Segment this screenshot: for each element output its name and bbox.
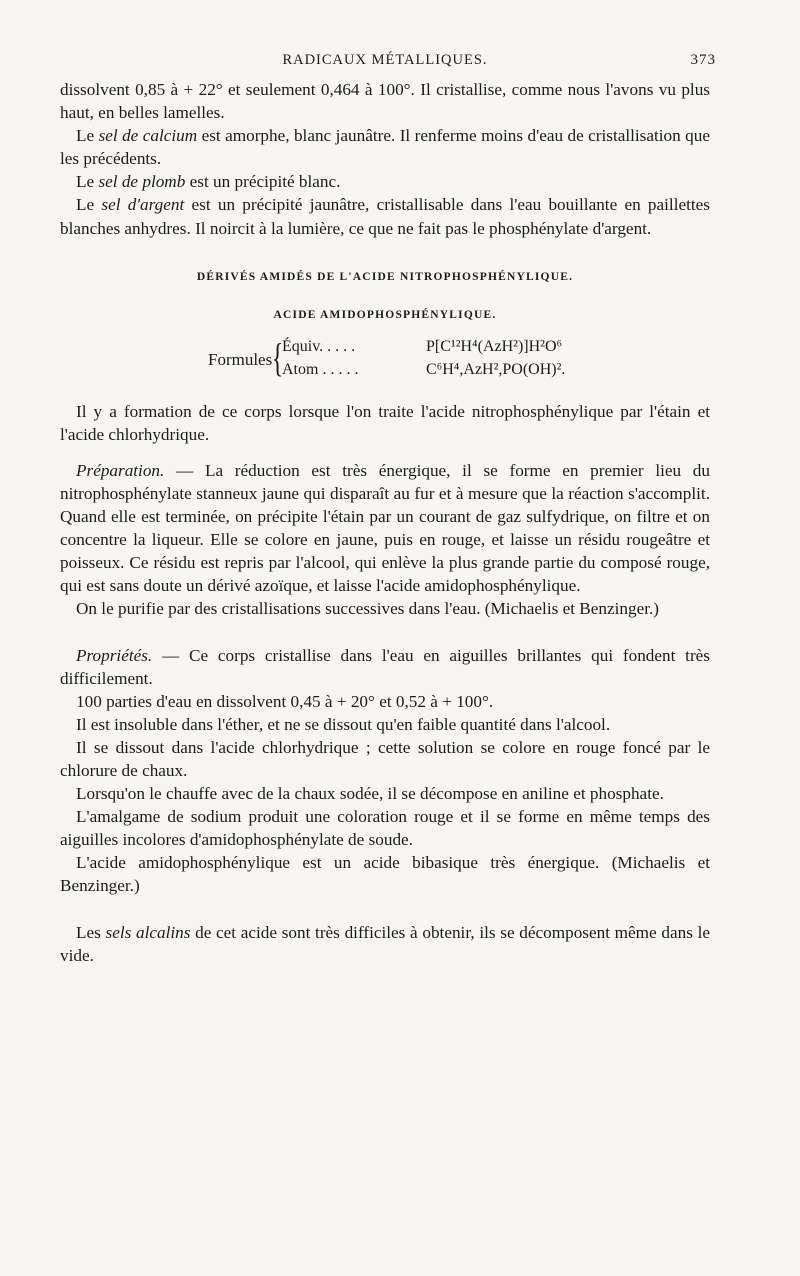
curly-brace-icon: { — [271, 334, 284, 380]
formula-label: Formules — [208, 349, 273, 369]
formula-value: C⁶H⁴,AzH²,PO(OH)². — [426, 360, 566, 378]
paragraph-preparation — [60, 459, 710, 598]
emphasis-proprietes: Propriétés. — [76, 645, 153, 665]
paragraph-purification: On le purifie par des cristallisations successives dans l'eau. (Michaelis et Benzinger.) — [76, 599, 659, 619]
text-run: Les — [76, 922, 106, 942]
paragraph-formation: Il y a formation de ce corps lorsque l'on traite l'acide nitrophosphénylique par l'étain et l'acide chlorhydrique. — [60, 401, 710, 444]
text-run: est amorphe, blanc jaunâtre. Il renferme moins d'eau de cristallisation que les précédents. — [60, 126, 710, 169]
formula-value: P[C¹²H⁴(AzH²)]H²O⁶ — [426, 337, 563, 355]
formula-block — [60, 336, 710, 386]
paragraph-bibasique: L'acide amidophosphénylique est un acide bibasique très énergique. (Michaelis et Benzinger.) — [60, 853, 710, 896]
text-run: est un précipité jaunâtre, cristallisable dans l'eau bouillante en paillettes blanches anhydres. Il noircit à la lumière, ce que ne fait pas le phosphénylate d'argent. — [60, 195, 710, 238]
emphasis-sel-argent: sel d'argent — [101, 195, 185, 215]
page-header — [60, 52, 716, 78]
formula-key: Atom . . . . . — [282, 360, 359, 378]
document-page — [60, 52, 716, 967]
emphasis-sels-alcalins: sels alcalins — [105, 922, 191, 942]
formula-key: Équiv. . . . . — [282, 337, 356, 355]
paragraph-sel-argent — [60, 193, 710, 239]
paragraph-sel-plomb — [60, 170, 710, 193]
text-run: — Ce corps cristallise dans l'eau en aiguilles brillantes qui fondent très difficilement. — [60, 645, 710, 688]
paragraph-proprietes — [60, 644, 710, 690]
text-run: de cet acide sont très difficiles à obtenir, ils se décomposent même dans le vide. — [60, 922, 710, 965]
emphasis-preparation: Préparation. — [76, 460, 165, 480]
formula-row-atom — [282, 361, 565, 383]
section-heading: DÉRIVÉS AMIDÉS DE L'ACIDE NITROPHOSPHÉNYLIQUE. — [196, 270, 574, 283]
emphasis-sel-calcium: sel de calcium — [98, 126, 198, 146]
text-run: — La réduction est très énergique, il se forme en premier lieu du nitrophosphénylate stanneux jaune qui disparaît au fur et à mesure que la réaction s'accomplit. Quand elle est terminée, on précipite l'étain par un courant de gaz sulfydrique, on filtre et on concentre la liqueur. Elle se colore en jaune, puis en rouge, et laisse un résidu rougeâtre et poisseux. Ce résidu est repris par l'alcool, qui enlève la plus grande partie du composé rouge, qui est sans doute un dérivé azoïque, et laisse l'acide amidophosphénylique. — [60, 460, 710, 596]
paragraph-chaux-sodee: Lorsqu'on le chauffe avec de la chaux sodée, il se décompose en aniline et phosphate. — [76, 784, 664, 804]
paragraph-amalgame: L'amalgame de sodium produit une coloration rouge et il se forme en même temps des aiguilles incolores d'amidophosphénylate de soude. — [60, 807, 710, 850]
paragraph-solubility: 100 parties d'eau en dissolvent 0,45 à + 20° et 0,52 à + 100°. — [76, 691, 494, 711]
running-title: RADICAUX MÉTALLIQUES. — [282, 52, 488, 68]
paragraph-sel-calcium — [60, 124, 710, 170]
formula-row-equiv — [282, 338, 562, 360]
emphasis-sel-plomb: sel de plomb — [98, 172, 186, 192]
text-run: Le — [76, 195, 102, 215]
text-run: Le — [76, 126, 99, 146]
text-run: Le — [76, 172, 99, 192]
paragraph-chlorhydrique: Il se dissout dans l'acide chlorhydrique ; cette solution se colore en rouge foncé par le chlorure de chaux. — [60, 737, 710, 780]
paragraph-dissolvent: dissolvent 0,85 à + 22° et seulement 0,464 à 100°. Il cristallise, comme nous l'avons vu plus haut, en belles lamelles. — [60, 80, 710, 123]
subsection-heading: ACIDE AMIDOPHOSPHÉNYLIQUE. — [273, 308, 497, 321]
text-run: est un précipité blanc. — [185, 172, 341, 192]
paragraph-insoluble: Il est insoluble dans l'éther, et ne se dissout qu'en faible quantité dans l'alcool. — [76, 714, 611, 734]
paragraph-sels-alcalins — [60, 921, 710, 967]
page-number: 373 — [690, 52, 716, 68]
